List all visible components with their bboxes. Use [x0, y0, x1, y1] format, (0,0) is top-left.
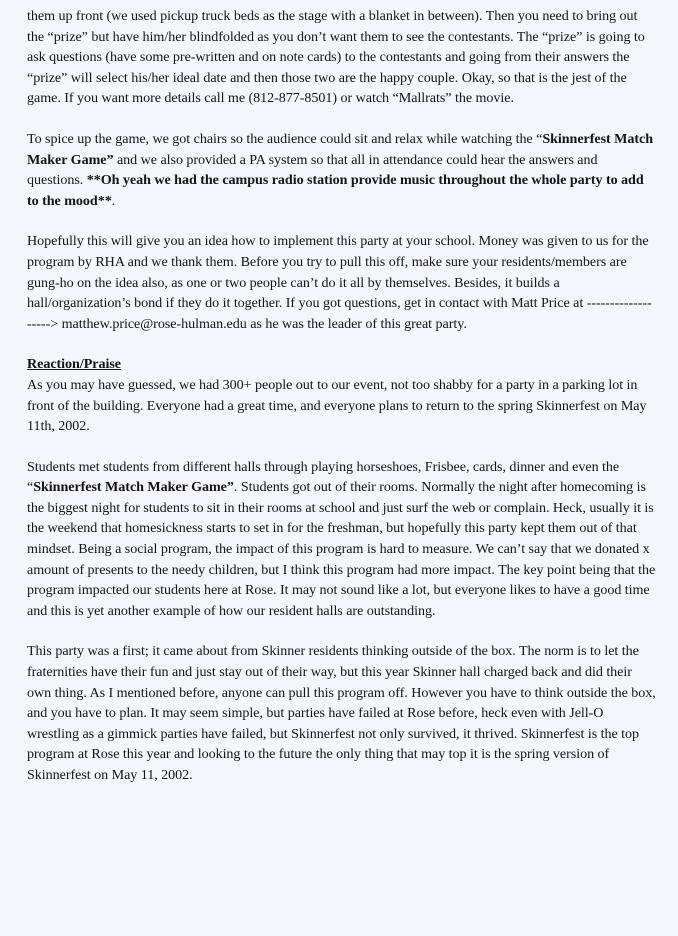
paragraph-spice-up	[27, 129, 656, 211]
text-segment: This party was a first; it came about from Skinner residents thinking outside of the box. The norm is to let the fraternities have their fun and just stay out of their way, but this year Skinner hall charged back and did their own thing. As I mentioned before, anyone can pull this program off. However you have to think outside the box, and you have to plan. It may seem simple, but parties have failed at Rose before, heck even with Jell-O wrestling as a gimmick parties have failed, but Skinnerfest not only survived, it thrived. Skinnerfest is the top program at Rose this year and looking to the future the only thing that may top it is the spring version of Skinnerfest on May 11, 2002.	[27, 643, 656, 783]
paragraph-gap	[27, 109, 656, 129]
text-segment: To spice up the game, we got chairs so the audience could sit and relax while watching the “	[27, 130, 543, 147]
paragraph-gap	[27, 437, 656, 457]
bold-game-name: Skinnerfest Match Maker Game”	[27, 130, 654, 168]
section-heading: Reaction/Praise	[27, 356, 121, 373]
text-segment: Students met students from different halls through playing horseshoes, Frisbee, cards, dinner and even the “	[27, 458, 620, 496]
paragraph-attendance	[27, 375, 656, 437]
paragraph-students	[27, 457, 656, 622]
text-segment: and we also provided a PA system so that all in attendance could hear the answers and questions.	[27, 151, 598, 189]
bold-game-name: Skinnerfest Match Maker Game”	[33, 479, 234, 496]
paragraph-gap	[27, 621, 656, 641]
text-segment: them up front (we used pickup truck beds as the stage with a blanket in between). Then you need to bring out the “prize” but have him/her blindfolded as you don’t want them to see the contestants. The “prize” is going to ask questions (have some pre-written and on note cards) to the contestants and going from their answers the “prize” will select his/her ideal date and then those two are the happy couple. Okay, so that is the jest of the game. If you want more details call me (812-877-8501) or watch “Mallrats” the movie.	[27, 8, 645, 107]
paragraph-gap	[27, 334, 656, 354]
text-segment: Hopefully this will give you an idea how to implement this party at your school. Money was given to us for the program by RHA and we thank them. Before you try to pull this off, make sure your residents/members are gung-ho on the idea also, as one or two people can’t do it all by themselves. Besides, it builds a hall/organization’s bond if they do it together. If you got questions, get in contact with Matt Price at -------------------> matthew.price@rose-hulman.edu as he was the leader of this great party.	[27, 233, 652, 332]
paragraph-gap	[27, 211, 656, 231]
text-segment: .	[111, 192, 116, 209]
paragraph-first-party	[27, 641, 656, 785]
paragraph-game-rules	[27, 6, 656, 109]
bold-radio-note: **Oh yeah we had the campus radio station provide music throughout the whole party to add to the mood**	[27, 172, 644, 209]
text-segment: . Students got out of their rooms. Normally the night after homecoming is the biggest night for students to sit in their rooms at school and just surf the web or complain. Heck, usually it is the weekend that homesickness starts to set in for the freshman, but hopefully this party kept them out of that mindset. Being a social program, the impact of this program is hard to measure. We can’t say that we donated x amount of presents to the needy children, but I think this program had more impact. The key point being that the program impacted our students here at Rose. It may not sound like a lot, but everyone likes to have a good time and this is yet another example of how our resident halls are outstanding.	[27, 479, 656, 619]
text-segment: As you may have guessed, we had 300+ people out to our event, not too shabby for a party in a parking lot in front of the building. Everyone had a great time, and everyone plans to return to the spring Skinnerfest on May 11th, 2002.	[27, 376, 647, 435]
paragraph-implement	[27, 231, 656, 334]
